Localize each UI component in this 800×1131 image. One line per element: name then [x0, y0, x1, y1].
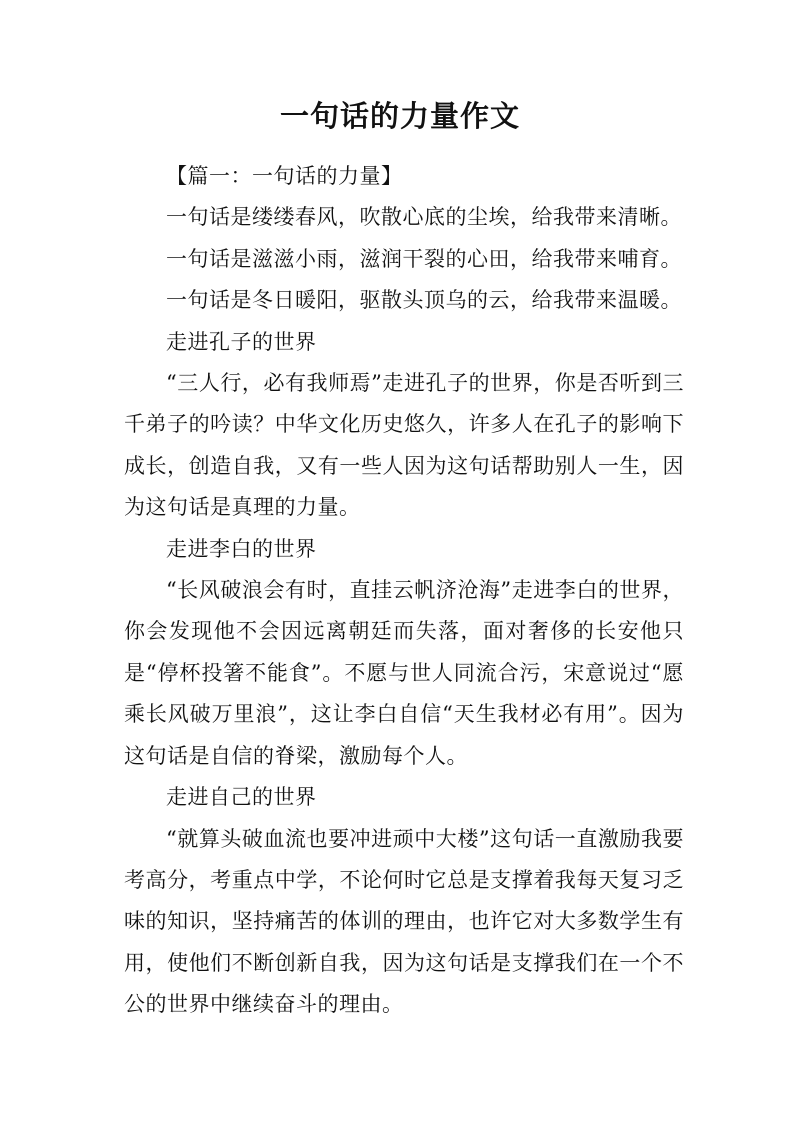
paragraph: “长风破浪会有时，直挂云帆济沧海”走进李白的世界，你会发现他不会因远离朝廷而失落，面对奢侈的长安他只是“停杯投箸不能食”。不愿与世人同流合污，宋意说过“愿乘长风破万里浪”，这让李白自信“天生我材必有用”。因为这句话是自信的脊梁，激励每个人。	[124, 578, 684, 768]
paragraph: 一句话是冬日暖阳，驱散头顶乌的云，给我带来温暖。	[166, 288, 682, 313]
subheading: 走进孔子的世界	[166, 329, 317, 354]
subheading: 走进自己的世界	[166, 785, 317, 810]
document-title: 一句话的力量作文	[279, 99, 520, 133]
paragraph: “三人行，必有我师焉”走进孔子的世界，你是否听到三千弟子的吟读？中华文化历史悠久，许多人在孔子的影响下成长，创造自我，又有一些人因为这句话帮助别人一生，因为这句话是真理的力量。	[124, 371, 684, 520]
section-heading: 【篇一：一句话的力量】	[166, 164, 403, 188]
paragraph: 一句话是缕缕春风，吹散心底的尘埃，给我带来清晰。	[166, 205, 682, 230]
document-body	[124, 156, 684, 1026]
subheading: 走进李白的世界	[166, 536, 317, 561]
paragraph: “就算头破血流也要冲进顽中大楼”这句话一直激励我要考高分，考重点中学，不论何时它总是支撑着我每天复习乏味的知识，坚持痛苦的体训的理由，也许它对大多数学生有用，使他们不断创新自我，因为这句话是支撑我们在一个不公的世界中继续奋斗的理由。	[124, 826, 684, 1017]
paragraph: 一句话是滋滋小雨，滋润干裂的心田，给我带来哺育。	[166, 246, 682, 271]
